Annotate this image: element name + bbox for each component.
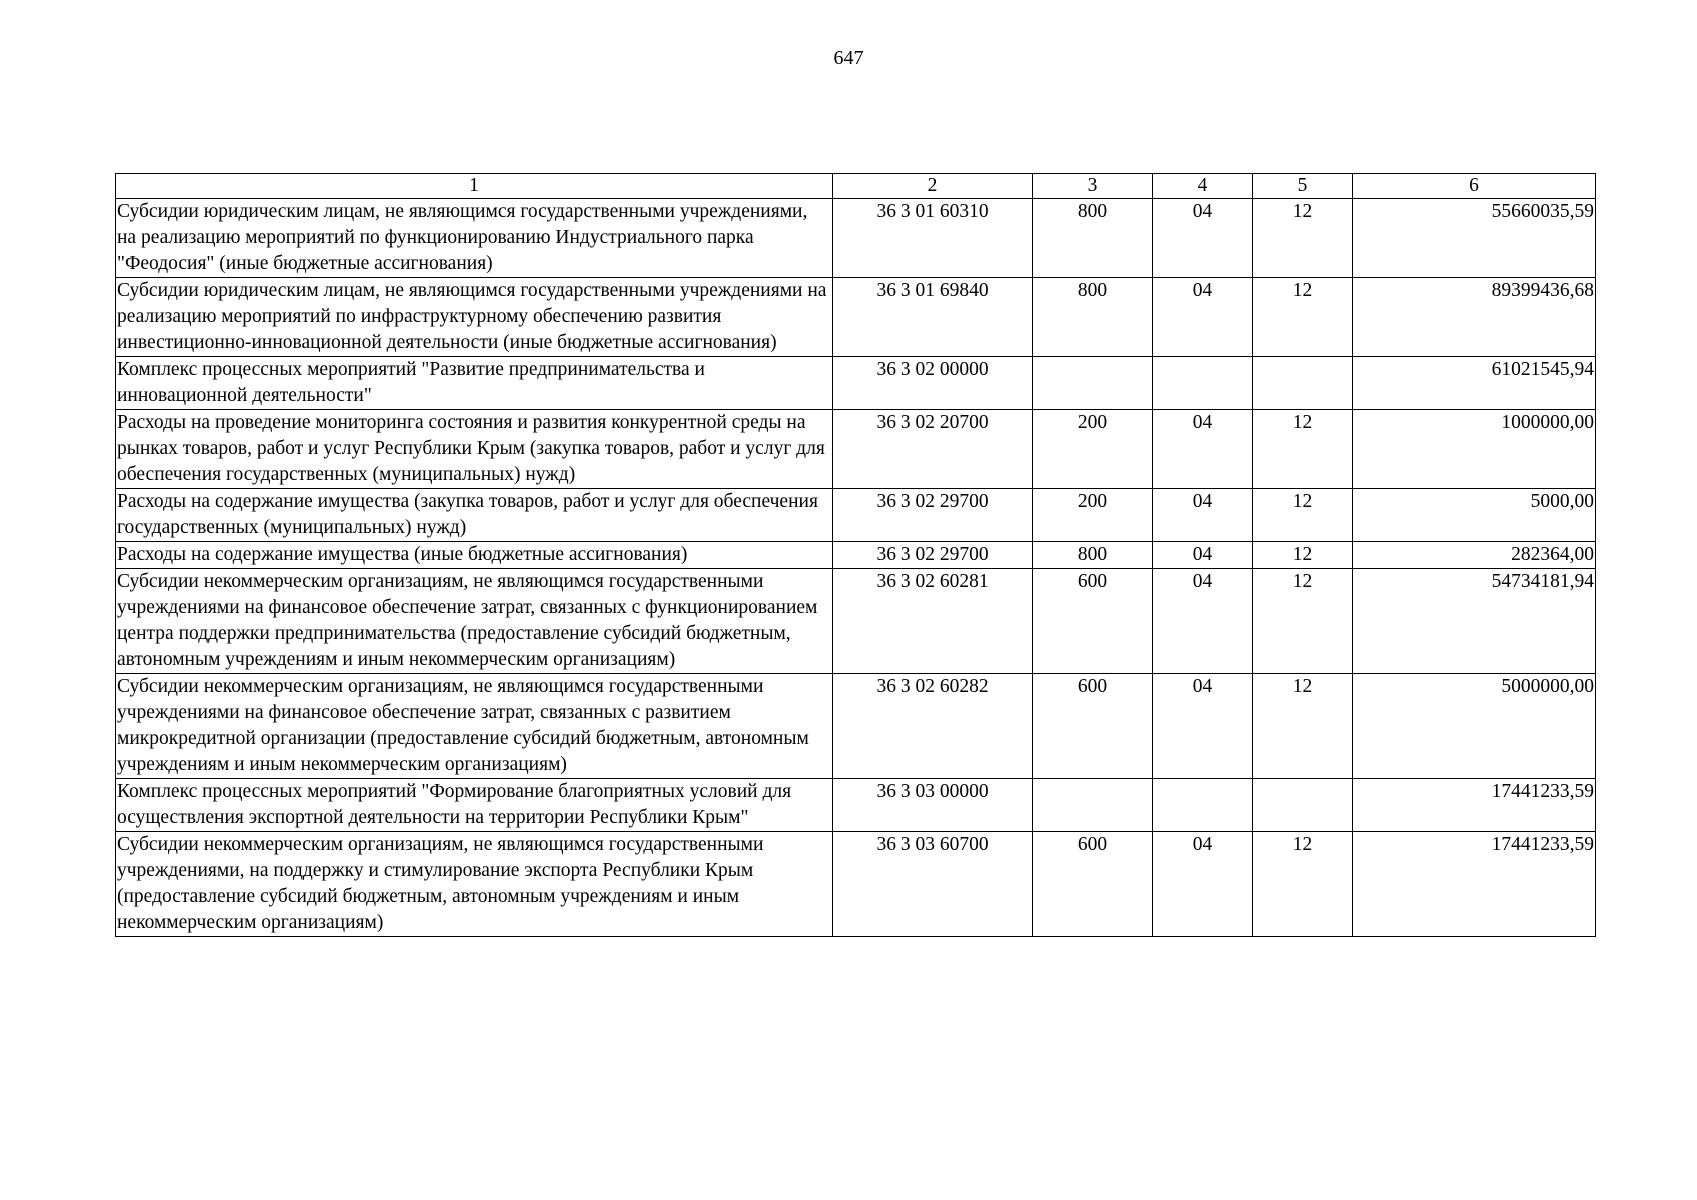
- row-name-cell: Расходы на содержание имущества (закупка товаров, работ и услуг для обеспечения государственных (муниципальных) нужд): [116, 489, 833, 542]
- target-code-cell: 36 3 02 60282: [833, 674, 1033, 779]
- table-row: [116, 357, 1596, 410]
- expense-type-cell: 200: [1033, 489, 1153, 542]
- target-code-cell: 36 3 02 29700: [833, 489, 1033, 542]
- subsection-cell: [1253, 357, 1353, 410]
- target-code-cell: 36 3 01 69840: [833, 278, 1033, 357]
- table-row: [116, 569, 1596, 674]
- row-name-cell: Расходы на содержание имущества (иные бюджетные ассигнования): [116, 542, 833, 569]
- amount-cell: 1000000,00: [1353, 410, 1596, 489]
- page-number: 647: [833, 47, 864, 69]
- amount-cell: 5000,00: [1353, 489, 1596, 542]
- section-cell: 04: [1153, 569, 1253, 674]
- row-name-cell: Расходы на проведение мониторинга состояния и развития конкурентной среды на рынках товаров, работ и услуг Республики Крым (закупка товаров, работ и услуг для обеспечения государственных (муниципальных) нужд): [116, 410, 833, 489]
- table-row: [116, 278, 1596, 357]
- subsection-cell: 12: [1253, 410, 1353, 489]
- table-row: [116, 542, 1596, 569]
- column-header: 2: [833, 174, 1033, 199]
- row-name-cell: Субсидии некоммерческим организациям, не являющимся государственными учреждениями на финансовое обеспечение затрат, связанных с функционированием центра поддержки предпринимательства (предоставление субсидий бюджетным, автономным учреждениям и иным некоммерческим организациям): [116, 569, 833, 674]
- amount-cell: 282364,00: [1353, 542, 1596, 569]
- expense-type-cell: 600: [1033, 674, 1153, 779]
- amount-cell: 17441233,59: [1353, 779, 1596, 832]
- table-header-row: [116, 174, 1596, 199]
- section-cell: 04: [1153, 199, 1253, 278]
- table-row: [116, 832, 1596, 937]
- row-name-cell: Комплекс процессных мероприятий "Формирование благоприятных условий для осуществления экспортной деятельности на территории Республики Крым": [116, 779, 833, 832]
- expense-type-cell: 800: [1033, 199, 1153, 278]
- row-name-cell: Субсидии юридическим лицам, не являющимся государственными учреждениями, на реализацию мероприятий по функционированию Индустриального парка "Феодосия" (иные бюджетные ассигнования): [116, 199, 833, 278]
- expense-type-cell: 800: [1033, 542, 1153, 569]
- section-cell: 04: [1153, 832, 1253, 937]
- amount-cell: 54734181,94: [1353, 569, 1596, 674]
- subsection-cell: 12: [1253, 542, 1353, 569]
- table-row: [116, 674, 1596, 779]
- section-cell: 04: [1153, 489, 1253, 542]
- column-header: 4: [1153, 174, 1253, 199]
- row-name-cell: Комплекс процессных мероприятий "Развитие предпринимательства и инновационной деятельности": [116, 357, 833, 410]
- table-body: [116, 199, 1596, 937]
- row-name-cell: Субсидии некоммерческим организациям, не являющимся государственными учреждениями на финансовое обеспечение затрат, связанных с развитием микрокредитной организации (предоставление субсидий бюджетным, автономным учреждениям и иным некоммерческим организациям): [116, 674, 833, 779]
- subsection-cell: [1253, 779, 1353, 832]
- table-row: [116, 779, 1596, 832]
- expense-type-cell: 800: [1033, 278, 1153, 357]
- table-row: [116, 489, 1596, 542]
- subsection-cell: 12: [1253, 489, 1353, 542]
- target-code-cell: 36 3 02 20700: [833, 410, 1033, 489]
- column-header: 1: [116, 174, 833, 199]
- expense-type-cell: 600: [1033, 832, 1153, 937]
- amount-cell: 89399436,68: [1353, 278, 1596, 357]
- amount-cell: 5000000,00: [1353, 674, 1596, 779]
- expense-type-cell: 200: [1033, 410, 1153, 489]
- column-header: 6: [1353, 174, 1596, 199]
- section-cell: 04: [1153, 674, 1253, 779]
- target-code-cell: 36 3 03 00000: [833, 779, 1033, 832]
- section-cell: [1153, 779, 1253, 832]
- row-name-cell: Субсидии некоммерческим организациям, не являющимся государственными учреждениями, на поддержку и стимулирование экспорта Республики Крым (предоставление субсидий бюджетным, автономным учреждениям и иным некоммерческим организациям): [116, 832, 833, 937]
- expense-type-cell: [1033, 357, 1153, 410]
- subsection-cell: 12: [1253, 278, 1353, 357]
- target-code-cell: 36 3 02 29700: [833, 542, 1033, 569]
- expense-type-cell: 600: [1033, 569, 1153, 674]
- subsection-cell: 12: [1253, 674, 1353, 779]
- table-row: [116, 199, 1596, 278]
- amount-cell: 17441233,59: [1353, 832, 1596, 937]
- budget-table: [115, 173, 1596, 937]
- section-cell: 04: [1153, 410, 1253, 489]
- table-row: [116, 410, 1596, 489]
- subsection-cell: 12: [1253, 199, 1353, 278]
- column-header: 5: [1253, 174, 1353, 199]
- amount-cell: 55660035,59: [1353, 199, 1596, 278]
- target-code-cell: 36 3 03 60700: [833, 832, 1033, 937]
- target-code-cell: 36 3 01 60310: [833, 199, 1033, 278]
- expense-type-cell: [1033, 779, 1153, 832]
- section-cell: [1153, 357, 1253, 410]
- subsection-cell: 12: [1253, 569, 1353, 674]
- subsection-cell: 12: [1253, 832, 1353, 937]
- section-cell: 04: [1153, 542, 1253, 569]
- target-code-cell: 36 3 02 00000: [833, 357, 1033, 410]
- target-code-cell: 36 3 02 60281: [833, 569, 1033, 674]
- section-cell: 04: [1153, 278, 1253, 357]
- row-name-cell: Субсидии юридическим лицам, не являющимся государственными учреждениями на реализацию мероприятий по инфраструктурному обеспечению развития инвестиционно-инновационной деятельности (иные бюджетные ассигнования): [116, 278, 833, 357]
- amount-cell: 61021545,94: [1353, 357, 1596, 410]
- column-header: 3: [1033, 174, 1153, 199]
